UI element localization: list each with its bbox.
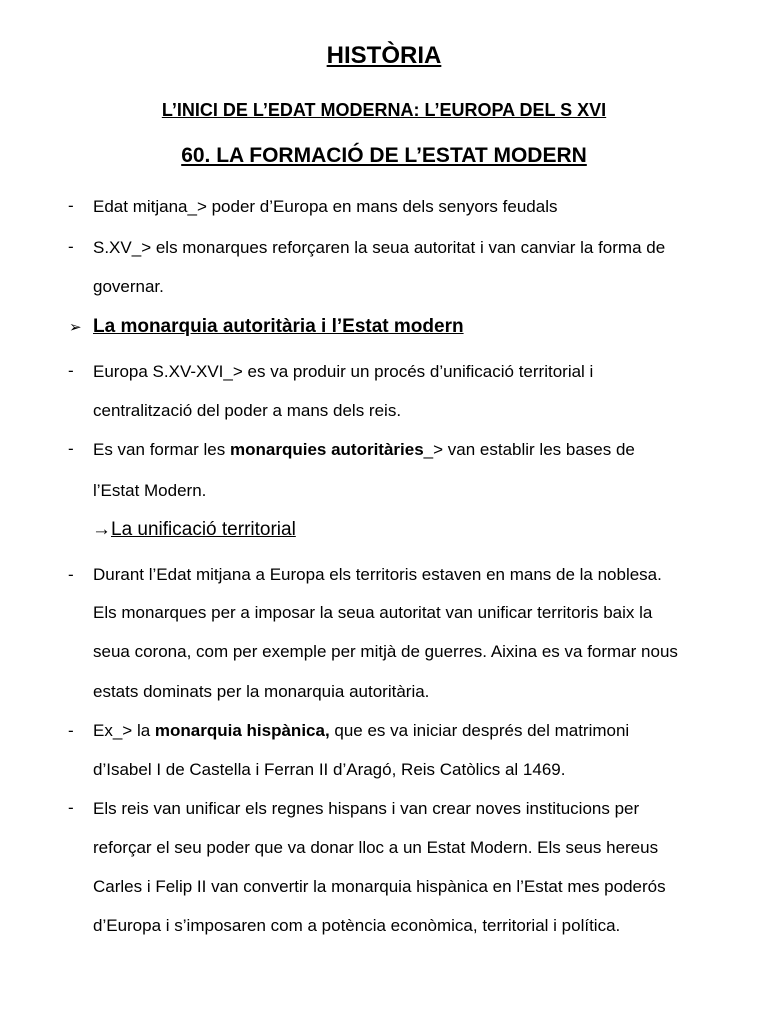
document-subtitle: L’INICI DE L’EDAT MODERNA: L’EUROPA DEL S XVI <box>161 100 607 120</box>
list-item-line: S.XV_> els monarques reforçaren la seua autoritat i van canviar la forma de <box>93 238 666 257</box>
bullet-dash: - <box>68 361 74 380</box>
list-item-line: d’Europa i s’imposaren com a potència econòmica, territorial i política. <box>93 916 621 935</box>
list-item-line: d’Isabel I de Castella i Ferran II d’Aragó, Reis Catòlics al 1469. <box>93 760 566 779</box>
subsection-heading-text: La unificació territorial <box>111 519 296 540</box>
list-item-line <box>93 440 635 460</box>
subsection-heading <box>92 519 296 541</box>
list-item-line: Els reis van unificar els regnes hispans i van crear noves institucions per <box>93 799 640 818</box>
bold-term: monarquia hispànica, <box>154 721 330 740</box>
arrow-bullet-icon: ➢ <box>69 319 82 336</box>
bullet-dash: - <box>68 721 74 740</box>
list-item-line: reforçar el seu poder que va donar lloc a un Estat Modern. Els seus hereus <box>93 838 659 857</box>
list-item-line: centralització del poder a mans dels reis. <box>93 401 402 420</box>
subsection-heading-text: La monarquia autoritària i l’Estat modern <box>93 316 464 337</box>
bullet-dash: - <box>68 565 74 584</box>
list-item-line: Els monarques per a imposar la seua autoritat van unificar territoris baix la <box>93 603 653 622</box>
text-span: _> van establir les bases de <box>423 440 635 459</box>
bullet-dash: - <box>68 798 74 817</box>
bullet-dash: - <box>68 439 74 458</box>
section-title: 60. LA FORMACIÓ DE L’ESTAT MODERN <box>181 144 587 167</box>
text-span: que es va iniciar després del matrimoni <box>329 721 630 740</box>
list-item-line: Edat mitjana_> poder d’Europa en mans dels senyors feudals <box>93 197 558 216</box>
text-span: Es van formar les <box>93 440 230 459</box>
list-item-line: l’Estat Modern. <box>93 481 207 500</box>
list-item-line: Carles i Felip II van convertir la monarquia hispànica en l’Estat mes poderós <box>93 877 666 896</box>
bold-term: monarquies autoritàries <box>230 440 424 459</box>
subsection-heading <box>69 316 464 338</box>
list-item-line: Durant l’Edat mitjana a Europa els territoris estaven en mans de la noblesa. <box>93 565 662 584</box>
bullet-dash: - <box>68 237 74 256</box>
list-item-line: governar. <box>93 277 164 296</box>
list-item-line: estats dominats per la monarquia autoritària. <box>93 682 430 701</box>
list-item-line: seua corona, com per exemple per mitjà de guerres. Aixina es va formar nous <box>93 642 678 661</box>
document-title: HISTÒRIA <box>326 42 442 69</box>
arrow-right-icon: → <box>92 519 111 540</box>
bullet-dash: - <box>68 196 74 215</box>
text-span: Ex_> la <box>93 721 155 740</box>
list-item-line <box>93 721 629 741</box>
list-item-line: Europa S.XV-XVI_> es va produir un procés d’unificació territorial i <box>93 362 594 381</box>
